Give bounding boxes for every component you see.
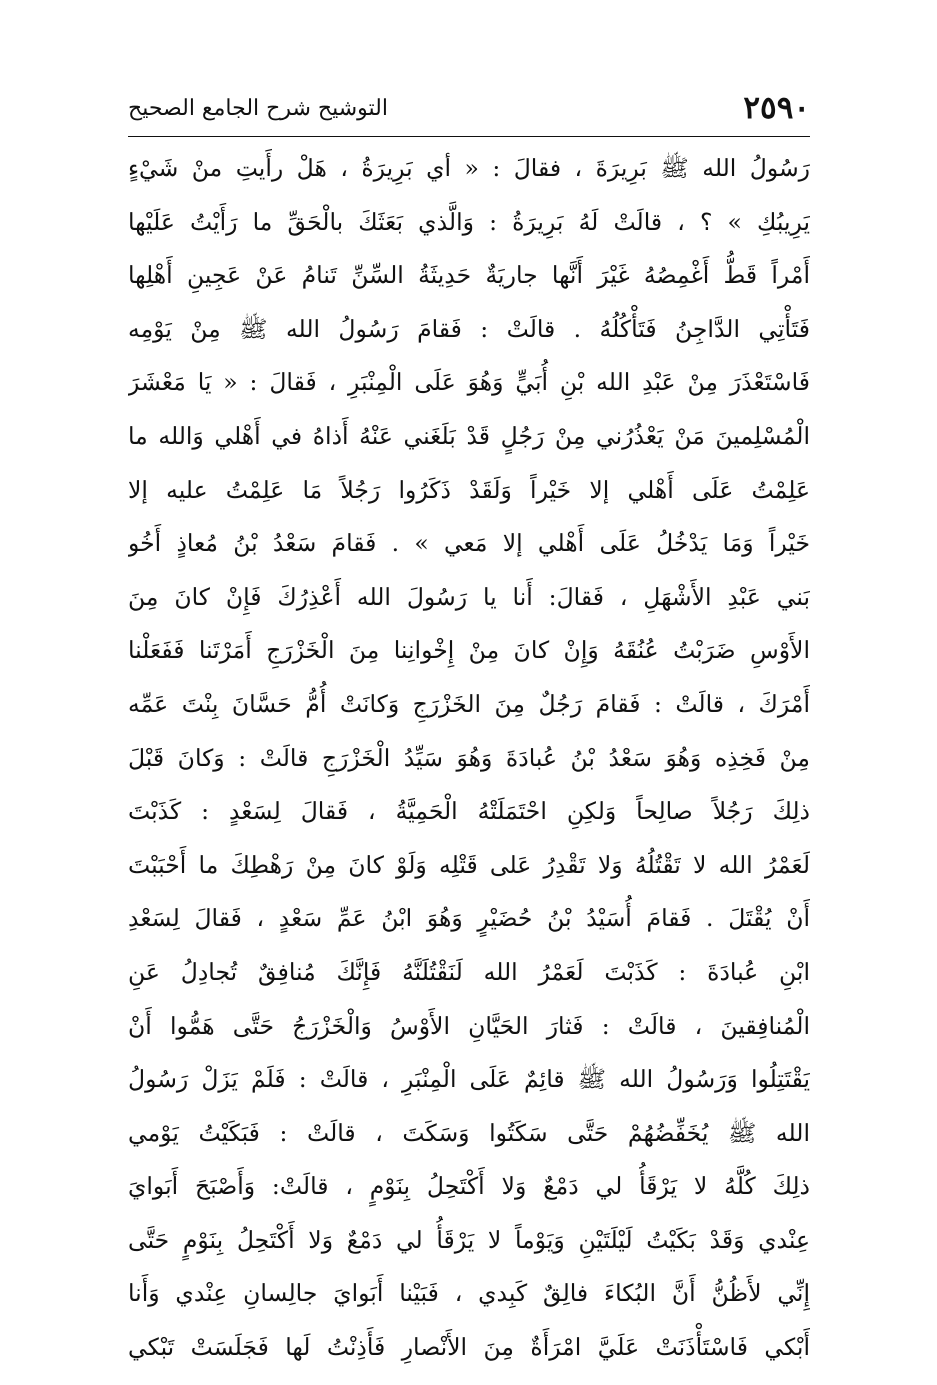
running-title: التوشيح شرح الجامع الصحيح (128, 96, 388, 121)
text-line: يَقْتَتِلُوا وَرَسُولُ الله ﷺ قائِمٌ عَلَى الْمِنْبَرِ ، قالَتْ : فَلَمْ يَزَلْ رَسُولُ (128, 1065, 810, 1094)
text-line: أَبْكي فَاسْتَأْذَنَتْ عَلَيَّ امْرَأَةٌ مِنَ الأَنْصارِ فَأَذِنْتُ لَها فَجَلَسَتْ تَبْكي (128, 1333, 810, 1362)
text-line: ذلِكَ رَجُلاً صالِحاً وَلكِنِ احْتَمَلَتْهُ الْحَمِيَّةُ ، فَقالَ لِسَعْدٍ : كَذَبْتَ (128, 797, 810, 826)
text-line: أَمْراً قَطُّ أَغْمِصُهُ غَيْرَ أَنَّها جاريَةٌ حَدِيثَةُ السِّنِّ تَنامُ عَنْ عَجِينِ أَهْلِها (128, 261, 810, 290)
text-line: عِنْدي وَقَدْ بَكَيْتُ لَيْلَتَيْنِ وَيَوْماً لا يَرْقَأُ لي دَمْعٌ وَلا أَكْتَحِلُ بِنَوْمٍ حَتَّى (128, 1225, 810, 1254)
text-line: الله ﷺ يُخَفِّضُهُمْ حَتَّى سَكَتُوا وَسَكَتَ ، قالَتْ : فَبَكَيْتُ يَوْمي (128, 1118, 810, 1147)
text-line: ذلِكَ كُلَّهُ لا يَرْقَأُ لي دَمْعٌ وَلا أَكْتَحِلُ بِنَوْمٍ ، قالَتْ: وَأَصْبَحَ أَبَوايَ (128, 1172, 810, 1201)
text-line: الْمُسْلِمينَ مَنْ يَعْذُرُني مِنْ رَجُلٍ قَدْ بَلَغَني عَنْهُ أَذاهُ في أَهْلي وَالله ما (128, 421, 810, 450)
text-line: عَلِمْتُ عَلَى أَهْلي إلا خَيْراً وَلَقَدْ ذَكَرُوا رَجُلاً مَا عَلِمْتُ عليه إلا (128, 475, 810, 504)
page-header (128, 88, 810, 132)
page-number: ٢٥٩٠ (743, 90, 810, 126)
text-line: مِنْ فَخِذِه وَهُوَ سَعْدُ بْنُ عُبادَةَ وَهُوَ سَيِّدُ الْخَزْرَجِ قالَتْ : وَكانَ قَبْلَ (128, 743, 810, 772)
text-line: الأَوْسِ ضَرَبْتُ عُنُقَهُ وَإِنْ كانَ مِنْ إِخْوانِنا مِنَ الْخَزْرَجِ أَمَرْتَنا فَفَعَلْنا (128, 636, 810, 665)
text-line: إِنِّي لأَظُنُّ أَنَّ البُكاءَ فالِقٌ كَبِدي ، فَبَيْنا أَبَوايَ جالِسانِ عِنْدي وَأَنا (128, 1279, 810, 1308)
text-line: لَعَمْرُ الله لا تَقْتُلُهُ وَلا تَقْدِرُ عَلى قَتْلِه وَلَوْ كانَ مِنْ رَهْطِكَ ما أَحْبَبْتَ (128, 850, 810, 879)
header-divider (128, 136, 810, 137)
text-line: فَاسْتَعْذَرَ مِنْ عَبْدِ الله بْنِ أُبَيٍّ وَهُوَ عَلَى الْمِنْبَرِ ، فَقالَ : « يَا مَعْشَرَ (128, 368, 810, 397)
text-line: خَيْراً وَمَا يَدْخُلُ عَلَى أَهْلي إلا مَعي » . فَقامَ سَعْدُ بْنُ مُعاذٍ أَخُو (128, 529, 810, 558)
text-line: رَسُولُ الله ﷺ بَرِيرَةَ ، فقالَ : « أي بَرِيرَةُ ، هَلْ رأَيتِ منْ شَيْءٍ (128, 154, 810, 182)
text-line: ابْنِ عُبادَةَ : كَذَبْتَ لَعَمْرُ الله لَنَقْتُلَنَّهُ فَإِنَّكَ مُنافِقٌ تُجادِلُ عَنِ (128, 957, 810, 986)
text-line: يَرِيبُكِ » ؟ ، قالَتْ لَهُ بَرِيرَةُ : وَالَّذي بَعَثَكَ بالْحَقِّ ما رَأَيْتُ عَلَيْها (128, 207, 810, 236)
text-line: أَنْ يُقْتَلَ . فَقامَ أُسَيْدُ بْنُ حُضَيْرٍ وَهُوَ ابْنُ عَمِّ سَعْدٍ ، فَقالَ لِسَعْدِ (128, 904, 810, 933)
text-line: فَتَأْتِي الدَّاجِنُ فَتَأْكُلُهُ . قالَتْ : فَقامَ رَسُولُ الله ﷺ مِنْ يَوْمِه (128, 314, 810, 343)
text-line: الْمُنافِقينَ ، قالَتْ : فَثارَ الحَيَّانِ الأَوْسُ وَالْخَزْرَجُ حَتَّى هَمُّوا أَنْ (128, 1011, 810, 1040)
text-line: أَمْرَكَ ، قالَتْ : فَقامَ رَجُلٌ مِنَ الخَزْرَجِ وَكانَتْ أُمُّ حَسَّانَ بِنْتَ عَمِّه (128, 689, 810, 718)
text-line: بَني عَبْدِ الأَشْهَلِ ، فَقالَ: أَنا يا رَسُولَ الله أَعْذِرُكَ فَإِنْ كانَ مِنَ (128, 582, 810, 611)
body-text (128, 142, 810, 1375)
